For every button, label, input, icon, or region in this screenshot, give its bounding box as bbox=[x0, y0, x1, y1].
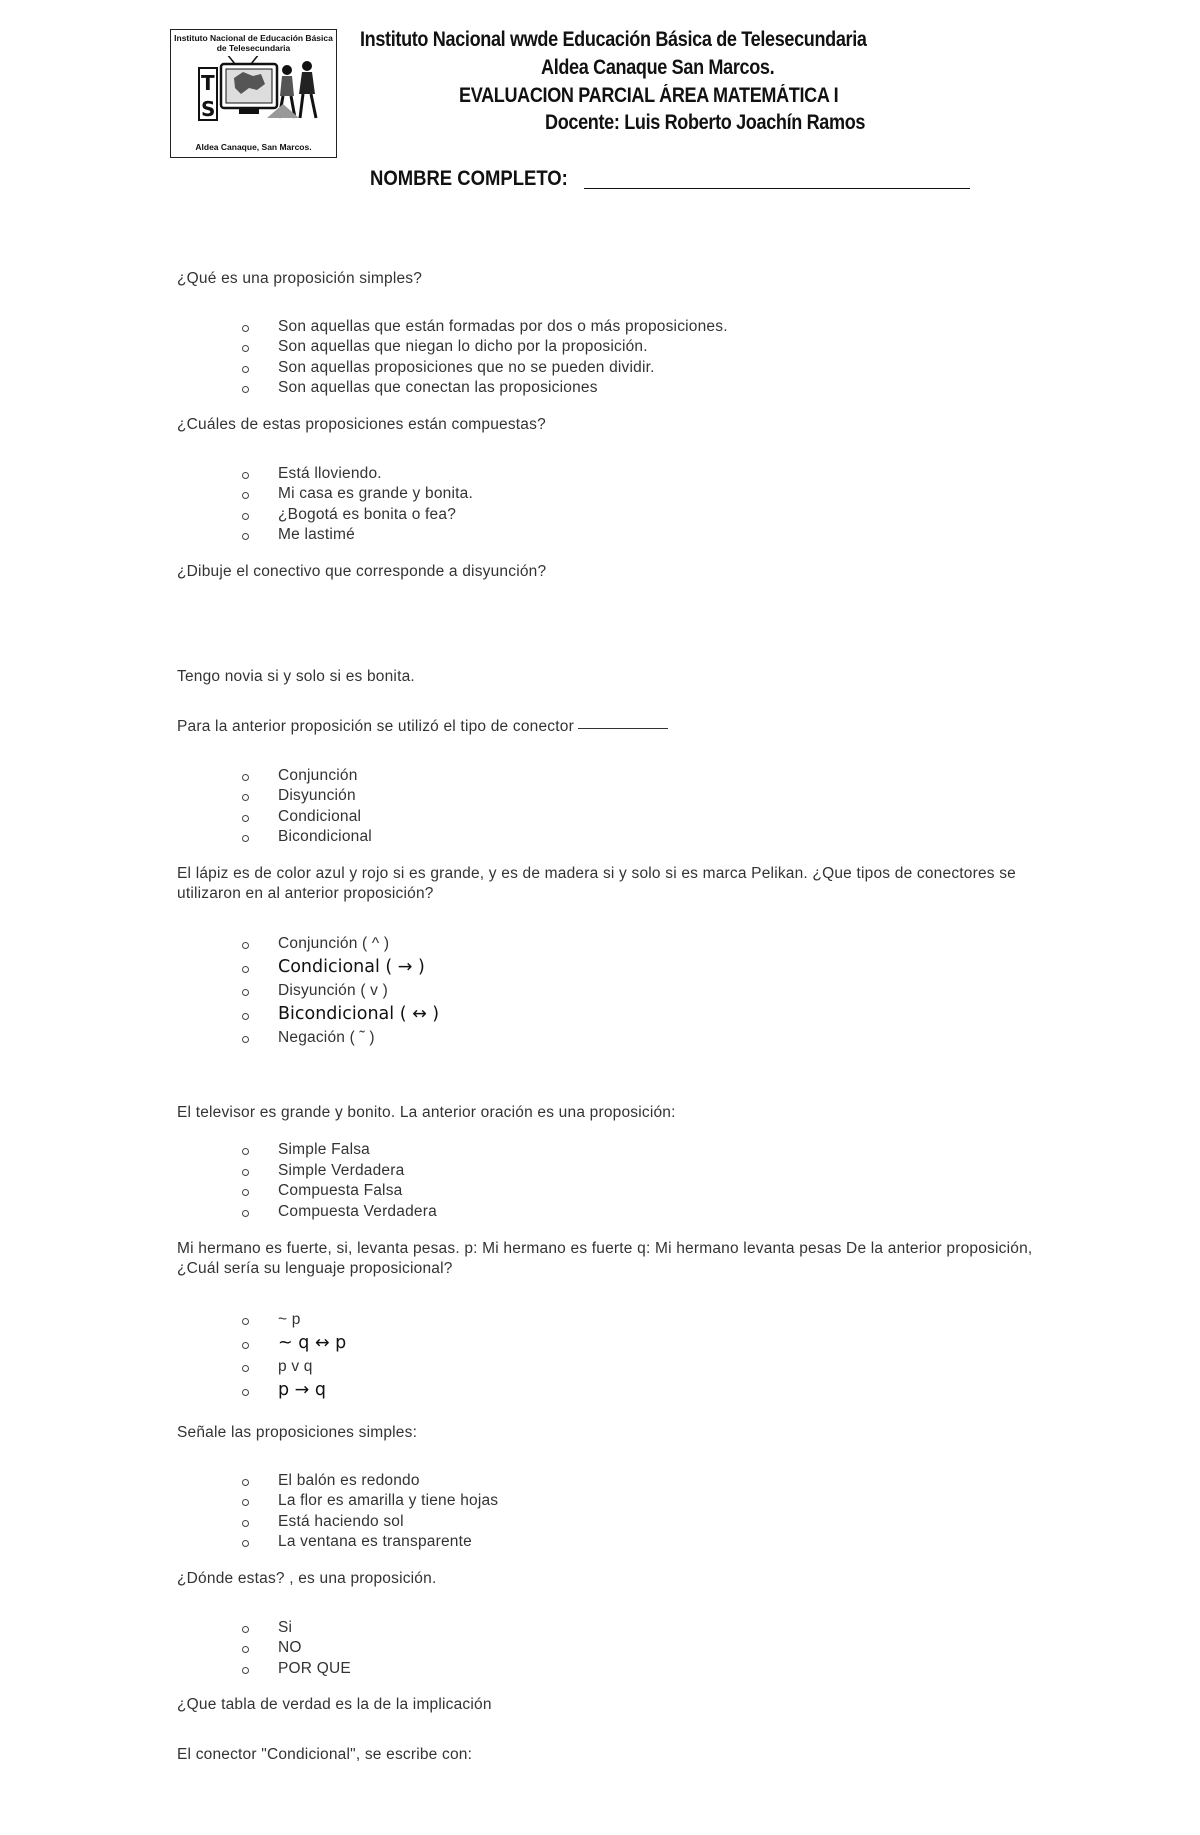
radio-option[interactable] bbox=[242, 1667, 249, 1674]
option-label: Negación ( ˜ ) bbox=[278, 1029, 375, 1046]
option-label: Son aquellas que están formadas por dos o más proposiciones. bbox=[278, 318, 728, 335]
question-4: Tengo novia si y solo si es bonita. bbox=[177, 668, 415, 685]
radio-option[interactable] bbox=[242, 1499, 249, 1506]
radio-option[interactable] bbox=[242, 492, 249, 499]
radio-option[interactable] bbox=[242, 835, 249, 842]
option-label: Si bbox=[278, 1619, 293, 1636]
radio-option[interactable] bbox=[242, 1479, 249, 1486]
question-11: ¿Que tabla de verdad es la de la implicación bbox=[177, 1696, 492, 1713]
question-10: ¿Dónde estas? , es una proposición. bbox=[177, 1570, 437, 1587]
option-label: Condicional bbox=[278, 808, 362, 825]
radio-option[interactable] bbox=[242, 1520, 249, 1527]
radio-option[interactable] bbox=[242, 1036, 249, 1043]
telesecundaria-emblem-icon bbox=[179, 56, 329, 128]
option-label: Conjunción bbox=[278, 767, 358, 784]
option-label: Simple Verdadera bbox=[278, 1162, 405, 1179]
option-label: NO bbox=[278, 1639, 302, 1656]
radio-option[interactable] bbox=[242, 1013, 249, 1020]
radio-option[interactable] bbox=[242, 366, 249, 373]
question-5 bbox=[177, 718, 668, 736]
option-label: Está lloviendo. bbox=[278, 465, 382, 482]
question-8: Mi hermano es fuerte, si, levanta pesas. p: Mi hermano es fuerte q: Mi hermano levanta pesas De la anterior proposición, ¿Cuál sería su lenguaje proposicional? bbox=[177, 1240, 1033, 1277]
svg-text:S: S bbox=[201, 97, 216, 121]
option-label: El balón es redondo bbox=[278, 1472, 420, 1489]
radio-option[interactable] bbox=[242, 815, 249, 822]
option-label: La flor es amarilla y tiene hojas bbox=[278, 1492, 499, 1509]
answer-blank[interactable] bbox=[578, 728, 668, 729]
teacher-heading: Docente: Luis Roberto Joachín Ramos bbox=[545, 111, 866, 134]
option-label: Bicondicional bbox=[278, 828, 372, 845]
radio-option[interactable] bbox=[242, 325, 249, 332]
radio-option[interactable] bbox=[242, 1626, 249, 1633]
location-heading: Aldea Canaque San Marcos. bbox=[541, 56, 775, 79]
option-label: Disyunción bbox=[278, 787, 356, 804]
radio-option[interactable] bbox=[242, 1189, 249, 1196]
option-label: Compuesta Verdadera bbox=[278, 1203, 437, 1220]
question-1: ¿Qué es una proposición simples? bbox=[177, 270, 423, 287]
option-label: Está haciendo sol bbox=[278, 1513, 404, 1530]
question-3: ¿Dibuje el conectivo que corresponde a disyunción? bbox=[177, 563, 547, 580]
option-label: Son aquellas proposiciones que no se pueden dividir. bbox=[278, 359, 655, 376]
radio-option[interactable] bbox=[242, 472, 249, 479]
radio-option[interactable] bbox=[242, 989, 249, 996]
question-12: El conector "Condicional", se escribe con: bbox=[177, 1746, 473, 1763]
school-name-heading: Instituto Nacional wwde Educación Básica de Telesecundaria bbox=[360, 28, 867, 51]
option-label: Bicondicional ( ↔ ) bbox=[278, 1004, 440, 1024]
radio-option[interactable] bbox=[242, 1148, 249, 1155]
radio-option[interactable] bbox=[242, 1646, 249, 1653]
option-label: Simple Falsa bbox=[278, 1141, 370, 1158]
option-label: Me lastimé bbox=[278, 526, 355, 543]
radio-option[interactable] bbox=[242, 942, 249, 949]
option-label: Mi casa es grande y bonita. bbox=[278, 485, 473, 502]
radio-option[interactable] bbox=[242, 1318, 249, 1325]
logo-top-text: Instituto Nacional de Educación Básica de Telesecundaria bbox=[174, 33, 333, 53]
radio-option[interactable] bbox=[242, 1210, 249, 1217]
option-label: ¿Bogotá es bonita o fea? bbox=[278, 506, 457, 523]
full-name-field[interactable] bbox=[584, 188, 970, 189]
question-5-text: Para la anterior proposición se utilizó el tipo de conector bbox=[177, 718, 574, 735]
option-label: p v q bbox=[278, 1358, 313, 1375]
question-6: El lápiz es de color azul y rojo si es grande, y es de madera si y solo si es marca Pelikan. ¿Que tipos de conectores se utilizaron en al anterior proposición? bbox=[177, 865, 1016, 902]
option-label: Compuesta Falsa bbox=[278, 1182, 403, 1199]
radio-option[interactable] bbox=[242, 386, 249, 393]
radio-option[interactable] bbox=[242, 533, 249, 540]
full-name-label: NOMBRE COMPLETO: bbox=[370, 167, 568, 190]
logo-bottom-text: Aldea Canaque, San Marcos. bbox=[195, 142, 312, 152]
option-label: ~ p bbox=[278, 1311, 301, 1328]
radio-option[interactable] bbox=[242, 774, 249, 781]
radio-option[interactable] bbox=[242, 966, 249, 973]
radio-option[interactable] bbox=[242, 1169, 249, 1176]
radio-option[interactable] bbox=[242, 1540, 249, 1547]
radio-option[interactable] bbox=[242, 1389, 249, 1396]
exam-title-heading: EVALUACION PARCIAL ÁREA MATEMÁTICA I bbox=[459, 84, 839, 107]
radio-option[interactable] bbox=[242, 1365, 249, 1372]
option-label: p → q bbox=[278, 1380, 327, 1400]
option-label: ~ q ↔ p bbox=[278, 1333, 347, 1353]
school-logo bbox=[170, 29, 337, 158]
option-label: POR QUE bbox=[278, 1660, 351, 1677]
question-9: Señale las proposiciones simples: bbox=[177, 1424, 418, 1441]
radio-option[interactable] bbox=[242, 345, 249, 352]
radio-option[interactable] bbox=[242, 1342, 249, 1349]
option-label: Son aquellas que conectan las proposiciones bbox=[278, 379, 598, 396]
option-label: Son aquellas que niegan lo dicho por la proposición. bbox=[278, 338, 648, 355]
radio-option[interactable] bbox=[242, 794, 249, 801]
option-label: Condicional ( → ) bbox=[278, 957, 425, 977]
question-7: El televisor es grande y bonito. La anterior oración es una proposición: bbox=[177, 1104, 676, 1121]
radio-option[interactable] bbox=[242, 513, 249, 520]
option-label: La ventana es transparente bbox=[278, 1533, 472, 1550]
option-label: Disyunción ( v ) bbox=[278, 982, 389, 999]
svg-text:T: T bbox=[201, 71, 215, 95]
option-label: Conjunción ( ^ ) bbox=[278, 935, 390, 952]
question-2: ¿Cuáles de estas proposiciones están compuestas? bbox=[177, 416, 546, 433]
